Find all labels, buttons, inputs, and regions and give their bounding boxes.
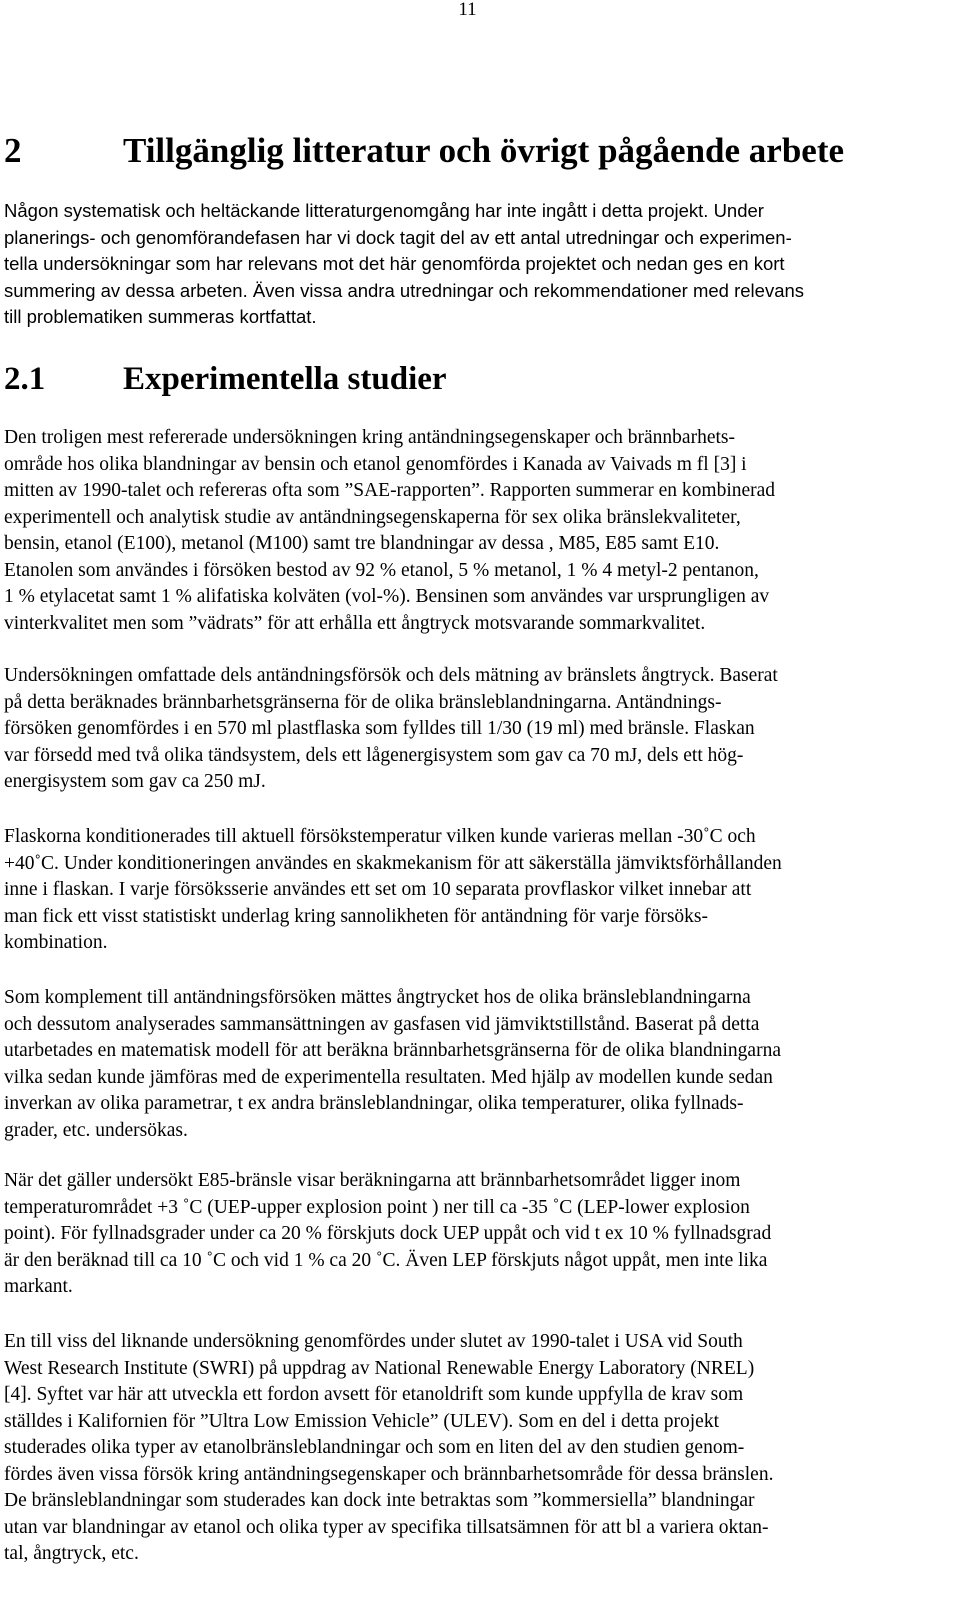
text-line: Undersökningen omfattade dels antändningsförsök och dels mätning av bränslets ångtryck. Baserat xyxy=(4,665,778,686)
text-line: point). För fyllnadsgrader under ca 20 % förskjuts dock UEP uppåt och vid t ex 10 % fyllnadsgrad xyxy=(4,1223,772,1244)
body-paragraph xyxy=(4,1329,939,1568)
section-number: 2 xyxy=(4,131,22,170)
text-line: inverkan av olika parametrar, t ex andra bränsleblandningar, olika temperaturer, olika fyllnads- xyxy=(4,1093,744,1114)
text-line: Som komplement till antändningsförsöken mättes ångtrycket hos de olika bränsleblandningarna xyxy=(4,987,751,1008)
text-line: planerings- och genomförandefasen har vi dock tagit del av ett antal utredningar och experimen- xyxy=(4,226,792,248)
text-line: utarbetades en matematisk modell för att beräkna brännbarhetsgränserna för de olika blandningarna xyxy=(4,1040,781,1061)
text-line: Etanolen som användes i försöken bestod av 92 % etanol, 5 % metanol, 1 % 4 metyl-2 pentanon, xyxy=(4,559,759,581)
body-paragraph xyxy=(4,824,939,957)
text-line: område hos olika blandningar av bensin och etanol genomfördes i Kanada av Vaivads m fl [3] i xyxy=(4,453,747,475)
text-line: bensin, etanol (E100), metanol (M100) samt tre blandningar av dessa , M85, E85 samt E10. xyxy=(4,533,720,554)
text-line: grader, etc. undersökas. xyxy=(4,1119,188,1141)
text-line: markant. xyxy=(4,1276,73,1297)
text-line: studerades olika typer av etanolbränsleblandningar och som en liten del av den studien genom- xyxy=(4,1437,745,1458)
text-line: temperaturområdet +3 ˚C (UEP-upper explosion point ) ner till ca -35 ˚C (LEP-lower explosion xyxy=(4,1196,750,1218)
text-line: +40˚C. Under konditioneringen användes en skakmekanism för att säkerställa jämviktsförhållanden xyxy=(4,852,782,874)
subsection-heading xyxy=(4,355,447,403)
intro-paragraph xyxy=(4,198,939,331)
text-line: Den troligen mest refererade undersökningen kring antändningsegenskaper och brännbarhets- xyxy=(4,427,735,448)
section-heading xyxy=(4,126,844,176)
text-line: ställdes i Kalifornien för ”Ultra Low Emission Vehicle” (ULEV). Som en del i detta projekt xyxy=(4,1410,719,1432)
text-line: man fick ett visst statistiskt underlag kring sannolikheten för antändning för varje försöks- xyxy=(4,905,709,927)
text-line: En till viss del liknande undersökning genomfördes under slutet av 1990-talet i USA vid South xyxy=(4,1331,743,1352)
subsection-title: Experimentella studier xyxy=(123,361,447,397)
text-line: fördes även vissa försök kring antändningsegenskaper och brännbarhetsområde för dessa bränslen. xyxy=(4,1463,774,1485)
text-line: och dessutom analyserades sammansättningen av gasfasen vid jämviktstillstånd. Baserat på detta xyxy=(4,1013,760,1035)
text-line: är den beräknad till ca 10 ˚C och vid 1 % ca 20 ˚C. Även LEP förskjuts något uppåt, men inte lika xyxy=(4,1249,768,1271)
text-line: kombination. xyxy=(4,932,108,953)
text-line: De bränsleblandningar som studerades kan dock inte betraktas som ”kommersiella” blandningar xyxy=(4,1490,755,1511)
body-paragraph xyxy=(4,663,939,796)
text-line: utan var blandningar av etanol och olika typer av specifika tillsatsämnen för att bl a variera oktan- xyxy=(4,1516,769,1538)
text-line: Någon systematisk och heltäckande litteraturgenomgång har inte ingått i detta projekt. Under xyxy=(4,200,764,221)
text-line: När det gäller undersökt E85-bränsle visar beräkningarna att brännbarhetsområdet ligger inom xyxy=(4,1170,741,1191)
text-line: [4]. Syftet var här att utveckla ett fordon avsett för etanoldrift som kunde uppfylla de krav som xyxy=(4,1384,744,1405)
text-line: till problematiken summeras kortfattat. xyxy=(4,306,317,327)
text-line: vinterkvalitet men som ”vädrats” för att erhålla ett ångtryck motsvarande sommarkvalitet. xyxy=(4,612,706,634)
text-line: var försedd med två olika tändsystem, dels ett lågenergisystem som gav ca 70 mJ, dels ett hög- xyxy=(4,744,744,766)
text-line: vilka sedan kunde jämföras med de experimentella resultaten. Med hjälp av modellen kunde sedan xyxy=(4,1066,773,1088)
section-title: Tillgänglig litteratur och övrigt pågående arbete xyxy=(123,131,845,170)
text-line: energisystem som gav ca 250 mJ. xyxy=(4,771,266,792)
text-line: 1 % etylacetat samt 1 % alifatiska kolväten (vol-%). Bensinen som användes var ursprungligen av xyxy=(4,586,770,607)
text-line: Flaskorna konditionerades till aktuell försökstemperatur vilken kunde varieras mellan -30˚C och xyxy=(4,826,756,847)
text-line: experimentell och analytisk studie av antändningsegenskaperna för sex olika bränslekvaliteter, xyxy=(4,506,741,528)
page-number: 11 xyxy=(458,0,477,20)
body-paragraph xyxy=(4,985,939,1144)
body-paragraph xyxy=(4,1168,939,1301)
text-line: försöken genomfördes i en 570 ml plastflaska som fylldes till 1/30 (19 ml) med bränsle. Flaskan xyxy=(4,718,755,739)
text-line: tal, ångtryck, etc. xyxy=(4,1543,139,1564)
text-line: West Research Institute (SWRI) på uppdrag av National Renewable Energy Laboratory (NREL) xyxy=(4,1357,755,1379)
text-line: tella undersökningar som har relevans mot det här genomförda projektet och nedan ges en kort xyxy=(4,253,785,274)
body-paragraph xyxy=(4,425,939,637)
subsection-number: 2.1 xyxy=(4,361,46,397)
text-line: på detta beräknades brännbarhetsgränserna för de olika bränsleblandningarna. Antändnings- xyxy=(4,691,722,713)
text-line: summering av dessa arbeten. Även vissa andra utredningar och rekommendationer med relevans xyxy=(4,279,805,301)
text-line: inne i flaskan. I varje försöksserie användes ett set om 10 separata provflaskor vilket innebar att xyxy=(4,879,752,900)
text-line: mitten av 1990-talet och refereras ofta som ”SAE-rapporten”. Rapporten summerar en kombinerad xyxy=(4,480,776,501)
